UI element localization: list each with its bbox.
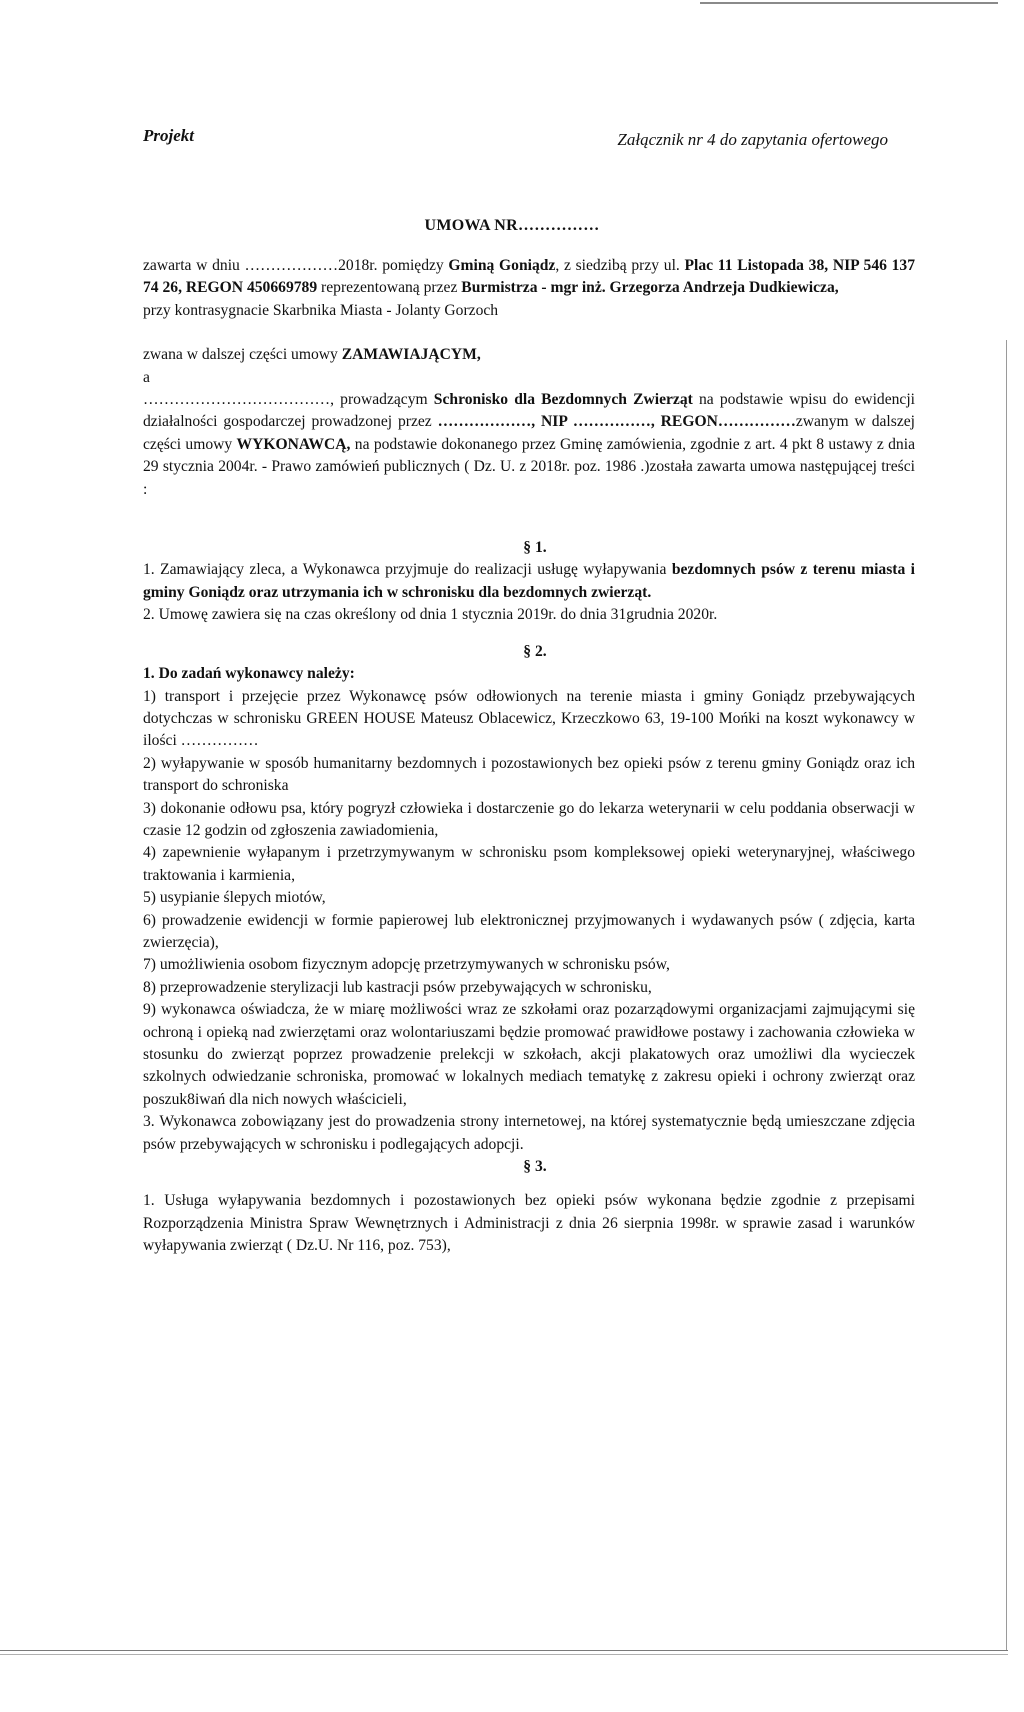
section-2-item: 4) zapewnienie wyłapanym i przetrzymywanym w schronisku psom kompleksowej opieki weterynaryjnej, właściwego traktowania i karmienia, bbox=[143, 844, 915, 884]
text-run: WYKONAWCĄ, bbox=[236, 435, 351, 453]
contractor-paragraph bbox=[143, 389, 915, 501]
text-run: zawarta w dniu ………………2018r. pomiędzy bbox=[143, 257, 449, 274]
section-1-point-2: 2. Umowę zawiera się na czas określony od dnia 1 stycznia 2019r. do dnia 31grudnia 2020r. bbox=[143, 606, 718, 624]
text-run: 1. Zamawiający zleca, a Wykonawca przyjmuje do realizacji usługę wyłapywania bbox=[143, 561, 672, 579]
document-title: UMOWA NR…………… bbox=[424, 217, 600, 234]
text-run: zwana w dalszej części umowy bbox=[143, 346, 342, 364]
section-3-mark: § 3. bbox=[523, 1158, 547, 1176]
section-2-mark: § 2. bbox=[523, 642, 547, 660]
section-2-point-3: 3. Wykonawca zobowiązany jest do prowadzenia strony internetowej, na której systematycznie będą umieszczane zdjęcia psów przebywających w schronisku i podlegających adopcji. bbox=[143, 1113, 915, 1153]
text-run: bezdomnych psów z terenu miasta i gminy Goniądz oraz utrzymania ich w schronisku dla bezdomnych zwierząt. bbox=[143, 561, 915, 601]
section-1-mark: § 1. bbox=[523, 539, 547, 557]
text-run: Plac 11 Listopada 38, NIP 546 137 74 26, REGON 450669789 bbox=[143, 257, 916, 297]
section-2-item: 6) prowadzenie ewidencji w formie papierowej lub elektronicznej przyjmowanych i wydawanych psów ( zdjęcia, karta zwierzęcia), bbox=[143, 911, 915, 951]
text-run: reprezentowaną przez bbox=[317, 279, 462, 297]
section-2-item: 9) wykonawca oświadcza, że w miarę możliwości wraz ze szkołami oraz pozarządowymi organizacjami zajmującymi się ochroną i opieką nad zwierzętami oraz wolontariuszami będzie promować prawidłowe postawy i zachowania człowieka w stosunku do zwierząt poprzez prowadzenie prelekcji w szkołach, akcji plakatowych oraz umożliwi dla wycieczek szkolnych odwiedzanie schroniska, promować w lokalnych mediach tematykę z zakresu opieki i ochrony zwierząt oraz poszuk8iwań dla nich nowych właścicieli, bbox=[143, 1001, 915, 1108]
section-2-item: 8) przeprowadzenie sterylizacji lub kastracji psów przebywających w schronisku, bbox=[143, 978, 652, 996]
text-run: na podstawie wpisu do ewidencji działalności gospodarczej prowadzonej przez bbox=[143, 391, 916, 431]
countersignature-line: przy kontrasygnacie Skarbnika Miasta - Jolanty Gorzoch bbox=[143, 301, 499, 319]
section-2-item: 2) wyłapywanie w sposób humanitarny bezdomnych i pozostawionych bez opieki psów z terenu gminy Goniądz oraz ich transport do schroniska bbox=[143, 754, 915, 795]
section-2-intro: 1. Do zadań wykonawcy należy: bbox=[143, 665, 355, 683]
text-run: , z siedzibą przy ul. bbox=[555, 257, 685, 274]
scan-artifact-bottom bbox=[0, 1650, 1008, 1651]
section-1-point-1 bbox=[143, 559, 915, 604]
text-run: Schronisko dla Bezdomnych Zwierząt bbox=[433, 391, 693, 409]
draft-label: Projekt bbox=[143, 126, 194, 145]
text-run: na podstawie dokonanego przez Gminę zamówienia, zgodnie z art. 4 pkt 8 ustawy z dnia 29 stycznia 2004r. - Prawo zamówień publicznych ( Dz. U. z 2018r. poz. 1986 .)została zawarta umowa następującej treści : bbox=[143, 435, 915, 498]
section-2-item: 7) umożliwienia osobom fizycznym adopcję przetrzymywanych w schronisku psów, bbox=[143, 956, 670, 974]
client-designation bbox=[143, 344, 915, 366]
section-3-point-1: 1. Usługa wyłapywania bezdomnych i pozostawionych bez opieki psów wykonana będzie zgodnie z przepisami Rozporządzenia Ministra Spraw Wewnętrznych i Administracji z dnia 26 sierpnia 1998r. w sprawie zasad i warunków wyłapywania zwierząt ( Dz.U. Nr 116, poz. 753), bbox=[143, 1192, 915, 1255]
scan-artifact-top bbox=[700, 2, 998, 4]
scan-artifact-bottom-secondary bbox=[0, 1654, 1008, 1655]
section-2-item: 3) dokonanie odłowu psa, który pogryzł człowieka i dostarczenie go do lekarza weterynarii w celu poddania obserwacji w czasie 12 godzin od zgłoszenia zawiadomienia, bbox=[143, 799, 915, 839]
page-header bbox=[143, 126, 888, 156]
text-run: Gminą Goniądz bbox=[448, 257, 556, 274]
scan-artifact-right bbox=[1006, 340, 1007, 1650]
text-run: Burmistrza - mgr inż. Grzegorza Andrzeja Dudkiewicza, bbox=[461, 279, 839, 297]
attachment-label: Załącznik nr 4 do zapytania ofertowego bbox=[617, 130, 888, 149]
section-2-item: 1) transport i przejęcie przez Wykonawcę psów odłowionych na terenie miasta i gminy Goniądz przebywających dotychczas w schronisku GREEN HOUSE Mateusz Oblacewicz, Krzeczkowo 63, 19-100 Mońki na koszt wykonawcy w ilości …………… bbox=[143, 687, 915, 750]
text-run: zwanym w dalszej części umowy bbox=[143, 413, 916, 453]
text-run: ………………………………, prowadzącym bbox=[143, 391, 434, 409]
conjunction-line: a bbox=[143, 368, 150, 386]
parties-paragraph bbox=[143, 255, 915, 300]
text-run: ………………, NIP ……………, REGON…………… bbox=[437, 413, 796, 431]
text-run: ZAMAWIAJĄCYM, bbox=[341, 346, 481, 364]
document-body bbox=[143, 255, 915, 1258]
section-2-item: 5) usypianie ślepych miotów, bbox=[143, 889, 326, 907]
